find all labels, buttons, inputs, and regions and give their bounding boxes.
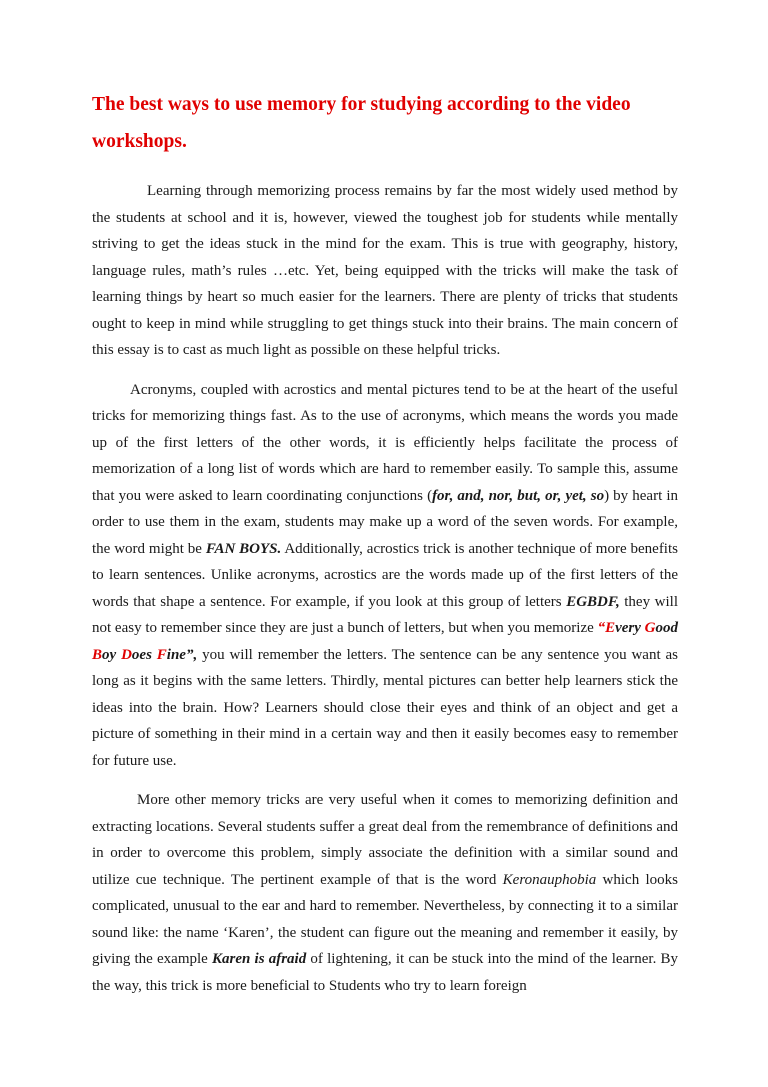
acrostic-word-rest: ood: [655, 620, 679, 636]
acrostic-letter: B: [92, 646, 103, 663]
acrostic-letter: F: [156, 646, 167, 663]
karen-example: Karen is afraid: [212, 951, 307, 967]
acrostic-letter: G: [644, 620, 656, 636]
p2-text-4: they will not easy to remember since they are just a bunch of letters, but when you memorize: [92, 593, 678, 636]
acrostic-quote-close: ”,: [185, 646, 198, 663]
paragraph-acronyms: [92, 377, 678, 775]
paragraph-intro: Learning through memorizing process remains by far the most widely used method by the students at school and it is, however, viewed the toughest job for students while mentally striving to get the ideas stuck in the mind for the exam. This is true with geography, history, language rules, math’s rules …etc. Yet, being equipped with the tricks will make the task of learning things by heart so much easier for the learners. There are plenty of tricks that students ought to keep in mind while struggling to get things stuck into their brains. The main concern of this essay is to cast as much light as possible on these helpful tricks.: [92, 183, 678, 358]
p3-text-1: More other memory tricks are very useful when it comes to memorizing definition and extracting locations. Several students suffer a great deal from the remembrance of definitions and in order to overcome this problem, simply associate the definition with a similar sound and utilize cue technique. The pertinent example of that is the word: [92, 792, 678, 888]
p2-text-5: you will remember the letters. The sentence can be any sentence you want as long as it begins with the same letters. Thirdly, mental pictures can better help learners stick the ideas into the brain. How? Learners should close their eyes and think of an object and get a picture of something in their mind in a certain way and then it easily becomes easy to remember for future use.: [92, 646, 678, 769]
acrostic-quote-open: “: [597, 620, 606, 636]
acrostic-letter: E: [605, 620, 616, 636]
egbdf-example: EGBDF,: [566, 593, 620, 610]
keronauphobia-term: Keronauphobia: [502, 871, 597, 888]
conjunctions-list: for, and, nor, but, or, yet, so: [432, 487, 605, 504]
document-title: The best ways to use memory for studying according to the video workshops.: [92, 94, 631, 152]
paragraph-definitions: [92, 787, 678, 999]
acrostic-word-rest: very: [615, 620, 645, 636]
p3-text-2: which looks complicated, unusual to the ear and hard to remember. Nevertheless, by connecting it to a similar sound like: the name ‘Karen’, the student can figure out the meaning and remember it easily, by giving the example: [92, 871, 678, 967]
acrostic-word-rest: oes: [131, 646, 157, 663]
p2-text-2: ) by heart in order to use them in the exam, students may make up a word of the seven words. For example, the word might be: [92, 487, 678, 557]
fan-boys-example: FAN BOYS.: [205, 540, 282, 557]
p2-text-1: Acronyms, coupled with acrostics and mental pictures tend to be at the heart of the useful tricks for memorizing things fast. As to the use of acronyms, which means the words you made up of the first letters of the other words, it is efficiently helps facilitate the process of memorization of a long list of words which are hard to remember easily. To sample this, assume that you were asked to learn coordinating conjunctions (: [92, 381, 678, 504]
p3-text-3: of lightening, it can be stuck into the mind of the learner. By the way, this trick is more beneficial to Students who try to learn foreign: [92, 951, 678, 994]
acrostic-letter: D: [121, 646, 132, 663]
acrostic-word-rest: oy: [102, 646, 122, 663]
acrostic-word-rest: ine: [166, 646, 186, 663]
p2-text-3: Additionally, acrostics trick is another technique of more benefits to learn sentences. Unlike acronyms, acrostics are the words made up of the first letters of the words that shape a sentence. For example, if you look at this group of letters: [92, 540, 678, 610]
